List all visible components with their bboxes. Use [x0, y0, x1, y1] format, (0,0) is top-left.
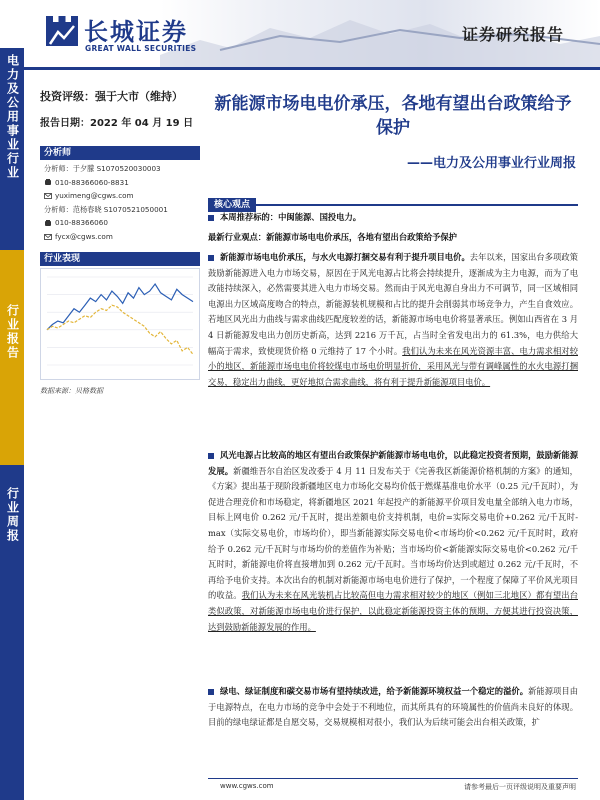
logo-mark-icon — [44, 14, 80, 50]
analyst-phone-1: 010-88366060-8831 — [44, 176, 200, 190]
report-type-label: 证券研究报告 — [461, 25, 564, 44]
industry-performance-head: 行业表现 — [40, 252, 200, 266]
performance-chart-svg — [41, 269, 199, 379]
footer-url[interactable]: www.cgws.com — [220, 782, 274, 790]
sidebar-report-label: 行业报告 — [0, 250, 24, 465]
industry-performance-chart — [40, 268, 200, 380]
company-logo[interactable] — [44, 10, 214, 60]
analyst-list — [44, 162, 200, 244]
report-date: 报告日期：2022 年 04 月 19 日 — [40, 118, 194, 129]
footer-disclaimer: 请参考最后一页评级说明及重要声明 — [464, 783, 576, 791]
logo-english: GREAT WALL SECURITIES — [85, 44, 197, 53]
investment-rating: 投资评级：强于大市（维持） — [40, 90, 183, 103]
paragraph-green-power: 绿电、绿证制度和碳交易市场有望持续改进，给予新能源环境权益一个稳定的溢价。新能源项目由于电源特点，在电力市场的竞争中会处于不利地位，而其所具有的环境属性的价值尚未良好的体现。目前的绿电绿证都是自愿交易，交易规模相对很小，我们认为后续可能会出台相关政策，扩 — [208, 686, 578, 728]
paragraph-price-pressure: 新能源市场电电价承压，与水火电源打捆交易有利于提升项目电价。去年以来，国家出台多项政策鼓励新能源进入电力市场交易，原因在于风光电源占比将会持续提升，逐渐成为主力电源，而为了电改能持续深入，必然需要其进入电力市场交易。然而由于风光电源自身出力不可调节，同一区域相同电源出力区域高度吻合的特点，新能源装机规模和占比的提升会削弱其市场竞争力，产生自食效应。若地区风光出力曲线与需求曲线匹配度较差的话，新能源市场电电价将显著承压。例如山西省在 3 月 4 日新能源发电出力创历史新高，达到 2216 万千瓦，占当时全省发电出力的 61.3%，电力供给大幅高于需求，致使现货价格 0 元维持了 17 个小时。我们认为未来在风光资源丰富、电力需求相对较小的地区，新能源市场电电价将较煤电市场电价明显折价，采用风光与带有调峰属性的水火电源打捆交易，稳定出力曲线，更好地拟合需求曲线，将有利于提升新能源项目电价。 — [208, 252, 578, 387]
email-icon — [44, 192, 52, 200]
page-header — [0, 0, 600, 70]
footer-divider — [208, 778, 578, 779]
paragraph-policy-protection: 风光电源占比较高的地区有望出台政策保护新能源市场电电价，以此稳定投资者预期，鼓励新能源发展。新疆维吾尔自治区发改委于 4 月 11 日发布关于《完善我区新能源价格机制的方案》的通知，《方案》提出基于现阶段新疆地区电力市场化交易均价低于燃煤基准电价水平（0.25 元/千瓦时），为促进合理竞价和市场稳定，将新疆地区 2021 年起投产的新能源平价项目发电量全部纳入电力市场，目标上网电价 0.262 元/千瓦时，提出差额电价支持机制，电价=实际交易电价+0.262 元/千瓦时- max（实际交易电价，市场均价），即当新能源实际交易电价<市场均价<0.262 元/千瓦时时，政府给予 0.262 元/千瓦时与市场均价的差值作为补贴；当市场均价<新能源实际交易电价<0.262 元/千瓦时时，新能源电价将直接增加到 0.262 元/千瓦时。当市场均价达到或超过 0.262 元/千瓦时，不再给予电价支持。本次出台的机制对新能源市场电电价进行了保护，一个程度了保障了平价风光项目的收益。我们认为未来在风光装机占比较高但电力需求相对较少的地区（例如三北地区）都有望出台类似政策，对新能源市场电电价进行保护，以此稳定新能源投资主体的预期，方便其进行投资决策，达到鼓励新能源发展的作用。 — [208, 450, 578, 632]
email-icon — [44, 233, 52, 241]
phone-icon — [44, 178, 52, 186]
analyst-name-2: 分析师：范杨春晓 S1070521050001 — [44, 204, 168, 214]
info-column — [40, 88, 200, 129]
bullet-icon — [208, 689, 214, 695]
analyst-email-1[interactable]: yuximeng@cgws.com — [44, 189, 200, 203]
analyst-email-2[interactable]: fycx@cgws.com — [44, 230, 200, 244]
chart-source-caption: 数据来源：贝格数据 — [40, 387, 103, 395]
recommended-stocks: 本周推荐标的：中闽能源、国投电力。 — [208, 210, 578, 226]
chart-series-line-1 — [47, 284, 193, 330]
phone-icon — [44, 219, 52, 227]
analyst-name-1: 分析师：于夕朦 S1070520030003 — [44, 164, 161, 173]
latest-view: 最新行业观点：新能源市场电电价承压，各地有望出台政策给予保护 — [208, 232, 457, 242]
bullet-icon — [208, 255, 214, 261]
bullet-icon — [208, 453, 214, 459]
core-viewpoint-head: 核心观点 — [208, 192, 578, 206]
logo-chinese: 长城证券 — [84, 18, 188, 46]
bullet-icon — [208, 215, 214, 221]
analyst-section-head: 分析师 — [40, 146, 200, 160]
sidebar-industry-label: 电力及公用事业行业 — [0, 48, 24, 250]
sidebar-weekly-label: 行业周报 — [0, 465, 24, 800]
analyst-phone-2: 010-88366060 — [44, 216, 200, 230]
report-subtitle: ——电力及公用事业行业周报 — [406, 156, 576, 171]
report-title: 新能源市场电电价承压，各地有望出台政策给予保护 — [214, 94, 572, 138]
